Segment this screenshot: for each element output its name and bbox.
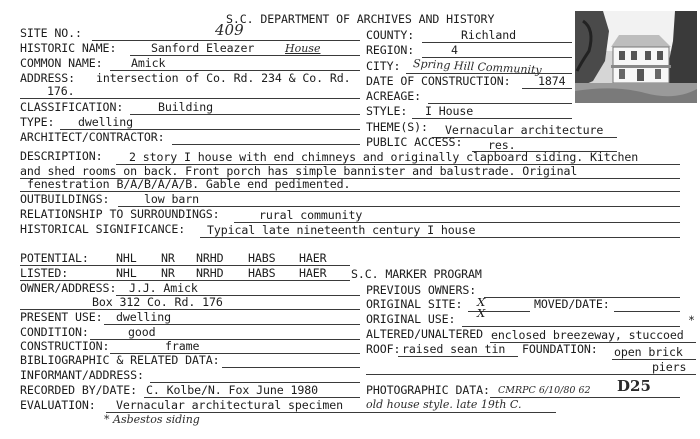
theme-value: Vernacular architecture xyxy=(445,123,604,137)
potential-nr: NR xyxy=(161,251,175,265)
original-site-value: X xyxy=(477,295,486,309)
listed-nrhd: NRHD xyxy=(196,266,224,280)
architect-label: ARCHITECT/CONTRACTOR: xyxy=(20,130,165,144)
evaluation-value: Vernacular architectural specimen xyxy=(116,398,344,412)
foundation-label: FOUNDATION: xyxy=(522,342,598,356)
historic-name-label: HISTORIC NAME: xyxy=(20,41,117,55)
owner-label: OWNER/ADDRESS: xyxy=(20,281,117,295)
asbestos-note: * Asbestos siding xyxy=(104,413,200,426)
common-name-value: Amick xyxy=(131,56,166,70)
outbuildings-value: low barn xyxy=(144,192,200,206)
significance-line xyxy=(200,237,680,238)
foundation-value-line1: open brick xyxy=(614,345,683,359)
condition-line xyxy=(90,339,360,340)
potential-nrhd: NRHD xyxy=(196,251,224,265)
description-line2: and shed rooms on back. Front porch has simple bannister and balustrade. Original xyxy=(20,164,578,178)
listed-habs: HABS xyxy=(248,266,276,280)
original-site-label: ORIGINAL SITE: xyxy=(366,297,463,311)
site-no-value: 409 xyxy=(215,21,244,39)
blank-rule xyxy=(366,374,696,375)
architect-line xyxy=(172,144,360,145)
bibliography-label: BIBLIOGRAPHIC & RELATED DATA: xyxy=(20,353,220,367)
photo-code: D25 xyxy=(617,377,651,395)
photographic-label: PHOTOGRAPHIC DATA: xyxy=(366,383,490,397)
listed-label: LISTED: xyxy=(20,266,69,280)
bibliography-line xyxy=(222,367,360,368)
condition-value: good xyxy=(128,325,156,339)
classification-label: CLASSIFICATION: xyxy=(20,100,124,114)
description-rule3 xyxy=(20,191,680,192)
roof-line xyxy=(398,356,518,357)
moved-date-label: MOVED/DATE: xyxy=(534,297,610,311)
roof-value: raised sean tin xyxy=(402,342,506,356)
type-value: dwelling xyxy=(78,115,134,129)
condition-label: CONDITION: xyxy=(20,325,89,339)
form-title: S.C. DEPARTMENT OF ARCHIVES AND HISTORY xyxy=(226,12,495,26)
original-use-line xyxy=(462,326,680,327)
photographic-line xyxy=(490,397,680,398)
description-line1: 2 story I house with end chimneys and originally clapboard siding. Kitchen xyxy=(129,150,639,164)
style-label: STYLE: xyxy=(366,104,408,118)
relationship-value: rural community xyxy=(259,208,363,222)
foundation-value-line2: piers xyxy=(652,360,687,374)
description-line3: fenestration B/A/B/A/A/B. Gable end pedimented. xyxy=(27,177,351,191)
evaluation-label: EVALUATION: xyxy=(20,398,96,412)
site-no-label: SITE NO.: xyxy=(20,26,82,40)
informant-label: INFORMANT/ADDRESS: xyxy=(20,368,144,382)
original-use-value: X xyxy=(477,306,486,320)
potential-label: POTENTIAL: xyxy=(20,251,89,265)
significance-value: Typical late nineteenth century I house xyxy=(207,223,476,237)
description-rule1 xyxy=(116,164,680,165)
construction-value: frame xyxy=(165,339,200,353)
historic-name-handwritten: House xyxy=(285,42,321,55)
county-line xyxy=(422,42,572,43)
original-use-label: ORIGINAL USE: xyxy=(366,312,456,326)
construction-label: CONSTRUCTION: xyxy=(20,339,110,353)
listed-nhl: NHL xyxy=(116,266,137,280)
public-access-value: res. xyxy=(488,138,516,152)
public-access-label: PUBLIC ACCESS: xyxy=(366,135,463,149)
classification-value: Building xyxy=(158,100,214,114)
present-use-label: PRESENT USE: xyxy=(20,310,103,324)
asterisk-mark: * xyxy=(688,313,695,327)
photographic-handwritten: CMRPC 6/10/80 62 xyxy=(498,385,591,396)
foundation-line xyxy=(612,359,696,360)
address-value-line2: 176. xyxy=(47,84,75,98)
significance-label: HISTORICAL SIGNIFICANCE: xyxy=(20,222,186,236)
description-rule2 xyxy=(20,178,680,179)
classification-line xyxy=(130,114,360,115)
historic-name-value: Sanford Eleazer xyxy=(151,41,255,55)
theme-label: THEME(S): xyxy=(366,120,428,134)
recorded-value: C. Kolbe/N. Fox June 1980 xyxy=(146,383,319,397)
city-value: Spring Hill Community xyxy=(412,57,543,77)
address-line xyxy=(20,98,360,99)
moved-date-line xyxy=(614,311,680,312)
house-photo xyxy=(575,11,697,103)
roof-label: ROOF: xyxy=(366,342,401,356)
present-use-value: dwelling xyxy=(116,310,172,324)
style-line xyxy=(412,118,572,119)
altered-label: ALTERED/UNALTERED xyxy=(366,327,483,341)
region-value: 4 xyxy=(451,43,458,57)
common-name-label: COMMON NAME: xyxy=(20,56,103,70)
county-label: COUNTY: xyxy=(366,28,415,42)
previous-owners-label: PREVIOUS OWNERS: xyxy=(366,283,477,297)
recorded-label: RECORDED BY/DATE: xyxy=(20,383,137,397)
relationship-label: RELATIONSHIP TO SURROUNDINGS: xyxy=(20,207,220,221)
acreage-label: ACREAGE: xyxy=(366,89,422,103)
outbuildings-label: OUTBUILDINGS: xyxy=(20,192,110,206)
date-line xyxy=(522,88,572,89)
description-label: DESCRIPTION: xyxy=(20,149,103,163)
date-label: DATE OF CONSTRUCTION: xyxy=(366,74,511,88)
region-label: REGION: xyxy=(366,43,415,57)
owner-line2: Box 312 Co. Rd. 176 xyxy=(92,295,223,309)
type-label: TYPE: xyxy=(20,115,55,129)
date-value: 1874 xyxy=(538,74,566,88)
marker-program-label: S.C. MARKER PROGRAM xyxy=(351,267,482,281)
potential-nhl: NHL xyxy=(116,251,137,265)
address-label: ADDRESS: xyxy=(20,71,76,85)
owner-rule1 xyxy=(116,295,360,296)
evaluation-handwritten: old house style. late 19th C. xyxy=(366,398,522,411)
county-value: Richland xyxy=(461,28,517,42)
listed-haer: HAER xyxy=(299,266,327,280)
owner-line1: J.J. Amick xyxy=(129,281,198,295)
address-value-line1: intersection of Co. Rd. 234 & Co. Rd. xyxy=(96,71,351,85)
potential-habs: HABS xyxy=(248,251,276,265)
city-label: CITY: xyxy=(366,59,401,73)
altered-value: enclosed breezeway, stuccoed xyxy=(491,328,684,342)
listed-nr: NR xyxy=(161,266,175,280)
style-value: I House xyxy=(425,104,474,118)
potential-haer: HAER xyxy=(299,251,327,265)
